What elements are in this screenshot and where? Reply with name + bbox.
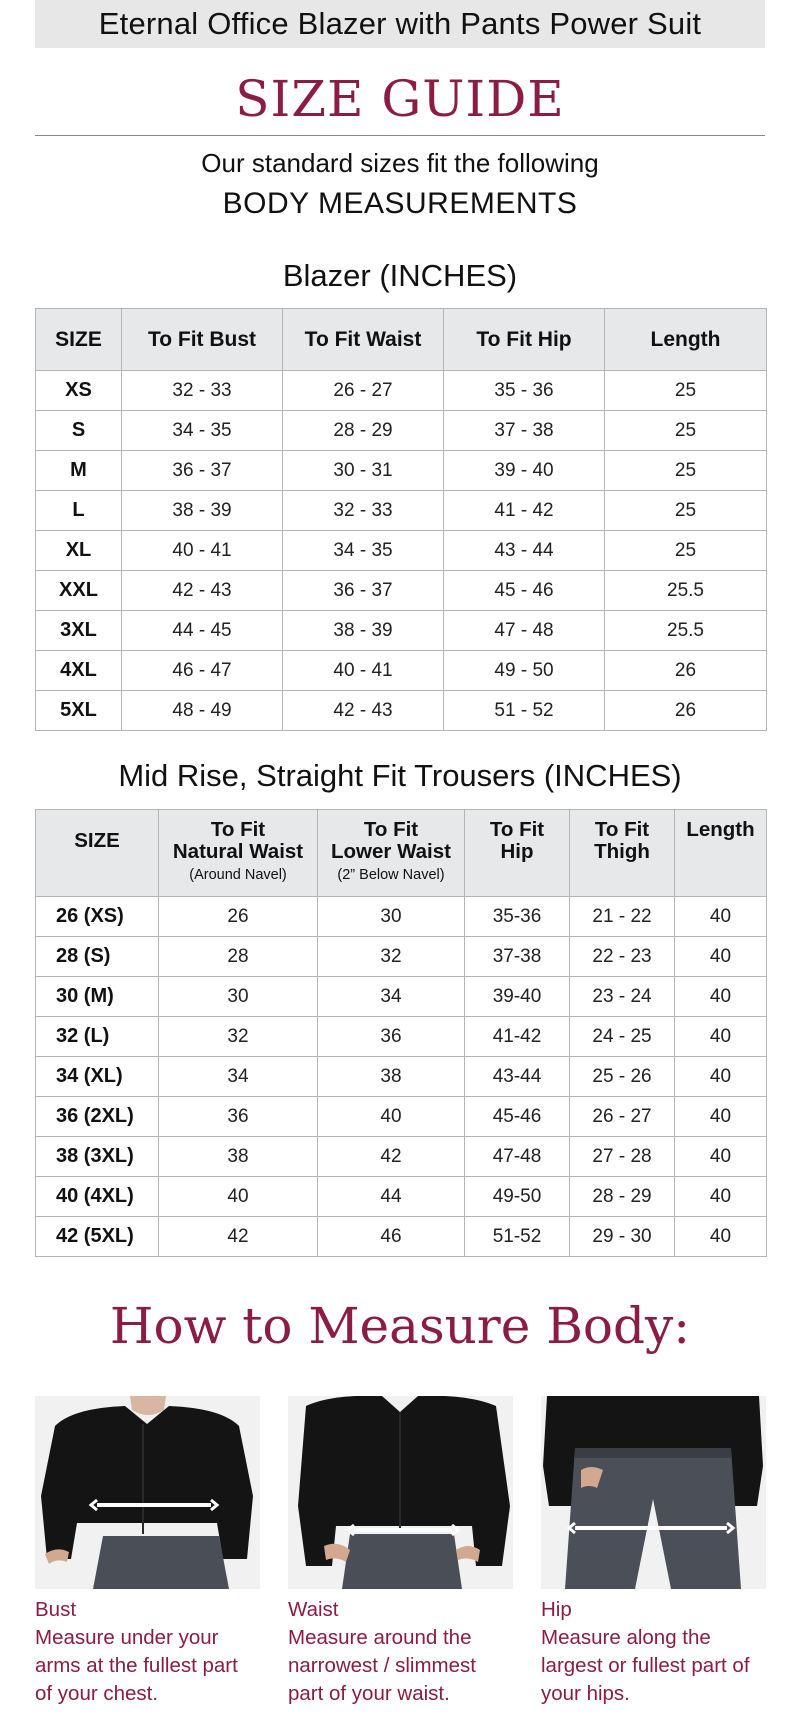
size-guide-title: SIZE GUIDE — [235, 70, 565, 128]
table-cell: 28 — [159, 937, 318, 977]
column-header — [318, 810, 465, 897]
table-cell: 42 — [318, 1137, 465, 1177]
table-cell: 49 - 50 — [444, 651, 605, 691]
table-cell: 26 — [605, 651, 767, 691]
table-cell: 51 - 52 — [444, 691, 605, 731]
table-cell: 44 — [318, 1177, 465, 1217]
column-header: To Fit Hip — [444, 309, 605, 371]
waist-measure-photo — [288, 1396, 513, 1589]
table-cell: 25 - 26 — [570, 1057, 675, 1097]
table-cell: 42 - 43 — [283, 691, 444, 731]
column-header: SIZE — [36, 309, 122, 371]
table-cell: 40 — [675, 1217, 767, 1257]
table-cell: 37-38 — [465, 937, 570, 977]
size-cell: 38 (3XL) — [36, 1137, 159, 1177]
table-row — [36, 937, 767, 977]
table-cell: 45-46 — [465, 1097, 570, 1137]
column-header-line1: Length — [686, 818, 755, 841]
table-row — [36, 1137, 767, 1177]
size-cell: XL — [36, 531, 122, 571]
column-header: Length — [605, 309, 767, 371]
blazer-size-table — [35, 308, 767, 731]
bust-label: Bust — [35, 1598, 77, 1621]
table-row — [36, 1097, 767, 1137]
table-row — [36, 691, 767, 731]
hip-label: Hip — [541, 1598, 572, 1621]
trousers-table-heading: Mid Rise, Straight Fit Trousers (INCHES) — [118, 758, 682, 793]
table-cell: 36 - 37 — [122, 451, 283, 491]
table-cell: 42 - 43 — [122, 571, 283, 611]
size-cell: 26 (XS) — [36, 897, 159, 937]
table-cell: 30 - 31 — [283, 451, 444, 491]
table-cell: 43 - 44 — [444, 531, 605, 571]
column-header-line1: To Fit — [210, 818, 266, 841]
table-cell: 25.5 — [605, 611, 767, 651]
column-header-line1: To Fit — [594, 818, 650, 841]
table-cell: 25 — [605, 451, 767, 491]
column-header-line2: Lower Waist — [331, 840, 451, 863]
table-cell: 26 - 27 — [570, 1097, 675, 1137]
table-cell: 35-36 — [465, 897, 570, 937]
bust-instructions — [35, 1596, 280, 1708]
table-row — [36, 1057, 767, 1097]
table-cell: 29 - 30 — [570, 1217, 675, 1257]
blazer-table-heading: Blazer (INCHES) — [282, 258, 518, 293]
table-cell: 25 — [605, 371, 767, 411]
waist-instructions — [288, 1596, 533, 1708]
column-header: To Fit Bust — [122, 309, 283, 371]
table-cell: 38 - 39 — [122, 491, 283, 531]
column-header-line1: To Fit — [489, 818, 545, 841]
table-cell: 40 - 41 — [122, 531, 283, 571]
waist-label: Waist — [288, 1598, 339, 1621]
table-cell: 38 - 39 — [283, 611, 444, 651]
table-cell: 48 - 49 — [122, 691, 283, 731]
size-cell: S — [36, 411, 122, 451]
table-cell: 44 - 45 — [122, 611, 283, 651]
column-header — [570, 810, 675, 897]
table-cell: 39-40 — [465, 977, 570, 1017]
table-cell: 32 — [318, 937, 465, 977]
table-cell: 41 - 42 — [444, 491, 605, 531]
table-row — [36, 611, 767, 651]
product-title: Eternal Office Blazer with Pants Power Suit — [98, 6, 702, 41]
bust-text-line1: Measure under your — [35, 1626, 219, 1649]
bust-measure-photo — [35, 1396, 260, 1589]
table-cell: 25.5 — [605, 571, 767, 611]
size-cell: 30 (M) — [36, 977, 159, 1017]
table-cell: 40 — [675, 1057, 767, 1097]
size-cell: 42 (5XL) — [36, 1217, 159, 1257]
table-row — [36, 411, 767, 451]
blazer-header-row — [36, 309, 767, 371]
table-cell: 25 — [605, 531, 767, 571]
product-title-bar — [35, 0, 765, 48]
table-cell: 40 — [675, 977, 767, 1017]
table-row — [36, 371, 767, 411]
table-cell: 40 — [675, 1097, 767, 1137]
table-row — [36, 977, 767, 1017]
table-cell: 36 - 37 — [283, 571, 444, 611]
table-row — [36, 1217, 767, 1257]
table-cell: 40 — [159, 1177, 318, 1217]
size-cell: M — [36, 451, 122, 491]
table-cell: 34 - 35 — [122, 411, 283, 451]
table-cell: 40 — [675, 897, 767, 937]
table-cell: 40 — [675, 1177, 767, 1217]
table-cell: 27 - 28 — [570, 1137, 675, 1177]
size-guide-subtitle-line1: Our standard sizes fit the following — [201, 148, 599, 178]
table-row — [36, 651, 767, 691]
size-cell: 28 (S) — [36, 937, 159, 977]
table-cell: 34 — [318, 977, 465, 1017]
trousers-header-row — [36, 810, 767, 897]
column-header-line2: Hip — [500, 840, 534, 863]
table-cell: 32 - 33 — [283, 491, 444, 531]
table-cell: 30 — [159, 977, 318, 1017]
table-cell: 40 — [675, 937, 767, 977]
table-row — [36, 1017, 767, 1057]
column-header-line2: Natural Waist — [172, 840, 304, 863]
table-row — [36, 571, 767, 611]
table-cell: 41-42 — [465, 1017, 570, 1057]
size-cell: 32 (L) — [36, 1017, 159, 1057]
table-cell: 45 - 46 — [444, 571, 605, 611]
table-cell: 36 — [159, 1097, 318, 1137]
table-cell: 47 - 48 — [444, 611, 605, 651]
table-cell: 30 — [318, 897, 465, 937]
table-cell: 32 - 33 — [122, 371, 283, 411]
column-header — [159, 810, 318, 897]
table-row — [36, 897, 767, 937]
bust-text-line3: of your chest. — [35, 1682, 159, 1705]
table-cell: 34 - 35 — [283, 531, 444, 571]
column-header-line1: SIZE — [74, 829, 120, 852]
size-guide-subtitle-line2: BODY MEASUREMENTS — [222, 187, 578, 220]
column-header — [675, 810, 767, 897]
table-cell: 35 - 36 — [444, 371, 605, 411]
hip-text-line2: largest or fullest part of — [541, 1654, 750, 1677]
table-cell: 28 - 29 — [283, 411, 444, 451]
size-cell: 36 (2XL) — [36, 1097, 159, 1137]
table-cell: 37 - 38 — [444, 411, 605, 451]
size-cell: 3XL — [36, 611, 122, 651]
table-row — [36, 1177, 767, 1217]
waist-text-line1: Measure around the — [288, 1626, 472, 1649]
table-cell: 38 — [318, 1057, 465, 1097]
waist-text-line3: part of your waist. — [288, 1682, 450, 1705]
table-cell: 28 - 29 — [570, 1177, 675, 1217]
hip-text-line1: Measure along the — [541, 1626, 711, 1649]
table-cell: 40 — [675, 1137, 767, 1177]
table-cell: 21 - 22 — [570, 897, 675, 937]
table-cell: 26 - 27 — [283, 371, 444, 411]
table-cell: 32 — [159, 1017, 318, 1057]
table-row — [36, 531, 767, 571]
waist-text-line2: narrowest / slimmest — [288, 1654, 476, 1677]
column-header-note: (2” Below Navel) — [337, 867, 445, 883]
hip-text-line3: your hips. — [541, 1682, 630, 1705]
table-cell: 49-50 — [465, 1177, 570, 1217]
table-cell: 51-52 — [465, 1217, 570, 1257]
hip-instructions — [541, 1596, 786, 1708]
table-cell: 36 — [318, 1017, 465, 1057]
table-cell: 39 - 40 — [444, 451, 605, 491]
table-cell: 24 - 25 — [570, 1017, 675, 1057]
table-cell: 40 — [318, 1097, 465, 1137]
how-to-measure-title: How to Measure Body: — [109, 1297, 691, 1355]
table-cell: 25 — [605, 491, 767, 531]
size-cell: L — [36, 491, 122, 531]
table-cell: 46 - 47 — [122, 651, 283, 691]
table-cell: 47-48 — [465, 1137, 570, 1177]
size-cell: XXL — [36, 571, 122, 611]
column-header-line2: Thigh — [594, 840, 650, 863]
table-cell: 26 — [605, 691, 767, 731]
table-cell: 22 - 23 — [570, 937, 675, 977]
table-cell: 38 — [159, 1137, 318, 1177]
size-cell: XS — [36, 371, 122, 411]
table-cell: 42 — [159, 1217, 318, 1257]
table-cell: 43-44 — [465, 1057, 570, 1097]
trousers-size-table — [35, 809, 767, 1257]
hip-measure-photo — [541, 1396, 766, 1589]
table-row — [36, 451, 767, 491]
size-cell: 40 (4XL) — [36, 1177, 159, 1217]
column-header — [465, 810, 570, 897]
table-cell: 46 — [318, 1217, 465, 1257]
bust-text-line2: arms at the fullest part — [35, 1654, 238, 1677]
table-cell: 25 — [605, 411, 767, 451]
size-cell: 5XL — [36, 691, 122, 731]
table-row — [36, 491, 767, 531]
table-cell: 23 - 24 — [570, 977, 675, 1017]
column-header-note: (Around Navel) — [189, 867, 287, 883]
title-divider — [35, 135, 765, 136]
column-header — [36, 810, 159, 897]
table-cell: 40 — [675, 1017, 767, 1057]
column-header: To Fit Waist — [283, 309, 444, 371]
table-cell: 34 — [159, 1057, 318, 1097]
table-cell: 26 — [159, 897, 318, 937]
size-cell: 4XL — [36, 651, 122, 691]
table-cell: 40 - 41 — [283, 651, 444, 691]
size-cell: 34 (XL) — [36, 1057, 159, 1097]
column-header-line1: To Fit — [363, 818, 419, 841]
